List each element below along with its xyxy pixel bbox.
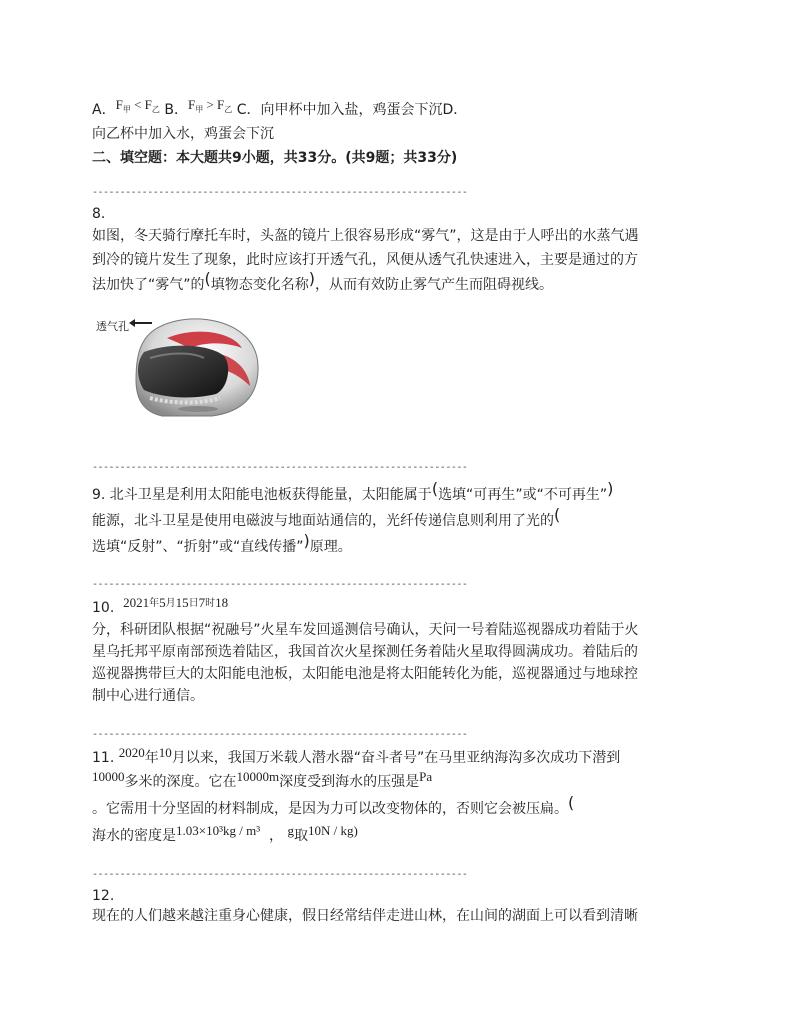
- separator: --------------------------------------------------------------------: [92, 462, 468, 473]
- q11-line4: 海水的密度是1.03×10³kg / m³ ， g取10N / kg): [92, 823, 358, 844]
- separator: --------------------------------------------------------------------: [92, 869, 468, 880]
- q8-line3: 法加快了“雾气”的(填物态变化名称)，从而有效防止雾气产生而阻碍视线。: [92, 269, 554, 293]
- q11-line2: 10000多米的深度。它在10000m深度受到海水的压强是Pa: [92, 769, 433, 790]
- option-a-formula: $F_甲 < F_乙$: [115, 97, 160, 114]
- section-title: 二、填空题：本大题共9小题，共33分。(共9题；共33分): [92, 150, 458, 166]
- option-b-formula: $F_甲 > F_乙$: [187, 97, 233, 114]
- separator: --------------------------------------------------------------------: [92, 187, 468, 198]
- q12-line1: 现在的人们越来越注重身心健康，假日经常结伴走进山林，在山间的湖面上可以看到清晰: [92, 908, 638, 924]
- q9-line3: 选填“反射”、“折射”或“直线传播”)原理。: [92, 531, 352, 555]
- option-a-label: A．: [92, 102, 116, 118]
- helmet-icon: [92, 308, 272, 423]
- q8-line2: 到冷的镜片发生了现象，此时应该打开透气孔，风便从透气孔快速进入，主要是通过的方: [92, 252, 638, 268]
- option-d-text: 向乙杯中加入水，鸡蛋会下沉: [92, 126, 274, 142]
- q8-line1: 如图，冬天骑行摩托车时，头盔的镜片上很容易形成“雾气”，这是由于人呼出的水蒸气遇: [92, 228, 639, 244]
- q10-line4: 巡视器携带巨大的太阳能电池板，太阳能电池是将太阳能转化为能，巡视器通过与地球控: [92, 666, 638, 682]
- q9-line1: 9. 北斗卫星是利用太阳能电池板获得能量，太阳能属于(选填“可再生”或“不可再生”): [92, 479, 614, 503]
- q11-line3: 。它需用十分坚固的材料制成，是因为力可以改变物体的，否则它会被压扁。(: [92, 793, 575, 817]
- separator: --------------------------------------------------------------------: [92, 579, 468, 590]
- option-c: C．向甲杯中加入盐，鸡蛋会下沉: [236, 102, 443, 118]
- q8-number: 8.: [92, 206, 106, 222]
- separator: --------------------------------------------------------------------: [92, 729, 468, 740]
- q7-options-line: [92, 97, 468, 122]
- q10-line3: 星乌托邦平原南部预选着陆区，我国首次火星探测任务着陆火星取得圆满成功。着陆后的: [92, 644, 638, 660]
- q11-line1: 11. 2020年10月以来，我国万米载人潜水器“奋斗者号”在马里亚纳海沟多次成功下潜到: [92, 745, 621, 766]
- option-b-label: B．: [164, 102, 188, 118]
- vent-label: 透气孔: [96, 320, 129, 333]
- q9-line2: 能源，北斗卫星是使用电磁波与地面站通信的，光纤传递信息则利用了光的(: [92, 505, 561, 529]
- q10-line1: 10. $2021^年5^月15^日7^时18$: [92, 595, 229, 616]
- option-d-label: D．: [442, 102, 468, 118]
- helmet-figure: [92, 308, 272, 423]
- q12-number: 12.: [92, 888, 115, 904]
- q10-line5: 制中心进行通信。: [92, 688, 204, 704]
- q10-line2: 分，科研团队根据“祝融号”火星车发回遥测信号确认，天问一号着陆巡视器成功着陆于火: [92, 622, 639, 638]
